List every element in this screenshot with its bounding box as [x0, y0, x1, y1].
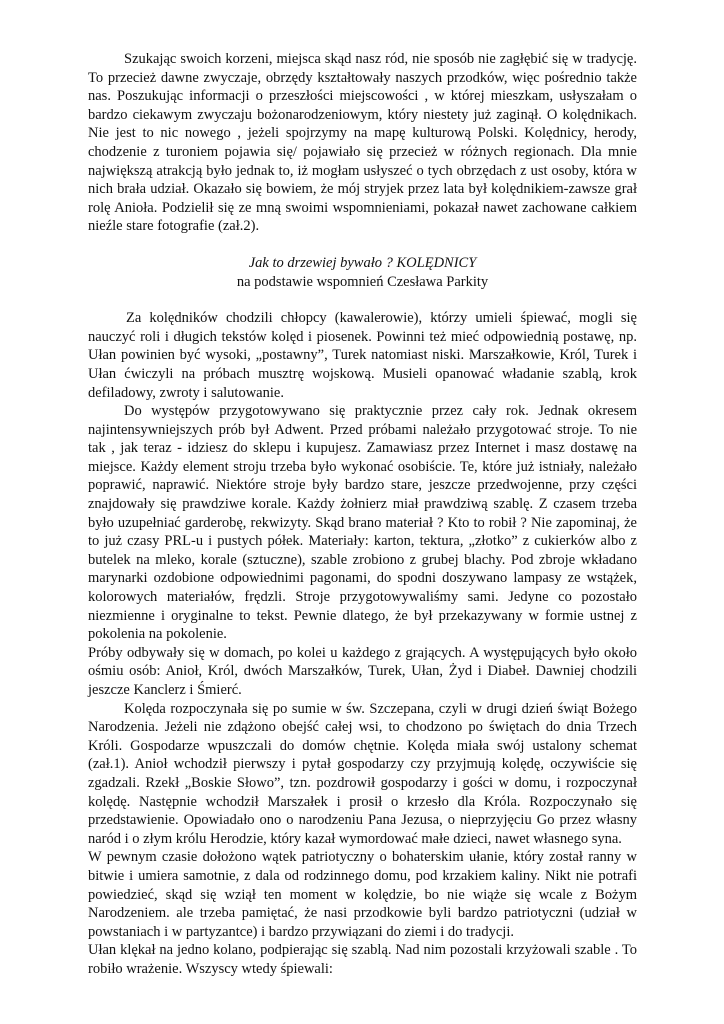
paragraph-ulan-scene: Ułan klękał na jedno kolano, podpierając się szablą. Nad nim pozostali krzyżowali szable . To robiło wrażenie. Wszyscy wtedy śpiewali: — [88, 942, 637, 977]
paragraph-carolers-roles: Za kolędników chodzili chłopcy (kawalerowie), którzy umieli śpiewać, mogli się nauczyć roli i długich tekstów kolęd i piosenek. Powinni też mieć odpowiednią postawę, np. Ułan powinien być wysoki, „postawny”, Turek natomiast niski. Marszałkowie, Król, Turek i Ułan ćwiczyli na próbach musztrę wojskową. Musieli opanować władanie szablą, krok defiladowy, zwroty i salutowanie. — [88, 310, 637, 401]
intro-paragraph: Szukając swoich korzeni, miejsca skąd nasz ród, nie sposób nie zagłębić się w tradycję. To przecież dawne zwyczaje, obrzędy kształtowały naszych przodków, więc pośrednio także nas. Poszukując informacji o przeszłości miejscowości , w której mieszkam, usłyszałam o bardzo ciekawym zwyczaju bożonarodzeniowym, który niestety już zaginął. O kolędnikach. Nie jest to nic nowego , jeżeli spojrzymy na mapę kulturową Polski. Kolędnicy, herody, chodzenie z turoniem pojawia się/ pojawiało się przecież w różnych regionach. Dla mnie największą atrakcją było jednak to, iż mogłam usłyszeć o tych obrzędach z ust osoby, która w nich brała udział. Okazało się bowiem, że mój stryjek przez lata był kolędnikiem-zawsze grał rolę Anioła. Podzielił się ze mną swoimi wspomnieniami, pokazał nawet zachowane całkiem nieźle stare fotografie (zał.2). — [88, 51, 637, 235]
paragraph-carol-start: Kolęda rozpoczynała się po sumie w św. Szczepana, czyli w drugi dzień świąt Bożego Narodzenia. Jeżeli nie zdążono obejść całej wsi, to chodzono po świętach do dnia Trzech Króli. Gospodarze wpuszczali do domów chętnie. Kolęda miała swój ustalony schemat (zał.1). Anioł wchodził pierwszy i pytał gospodarzy czy przyjmują kolędę, oczywiście się zgadzali. Rzekł „Boskie Słowo”, tzn. pozdrowił gospodarzy i gości w domu, i rozpoczynał kolędę. Następnie wchodził Marszałek i prosił o krzesło dla Króla. Rozpoczynało się przedstawienie. Opowiadało ono o narodzeniu Pana Jezusa, o nieprzyjęciu Go przez własny naród i o złym królu Herodzie, który kazał wymordować małe dzieci, nawet własnego syna. — [88, 700, 637, 847]
heading-title: Jak to drzewiej bywało ? KOLĘDNICY — [248, 254, 477, 271]
paragraph-rehearsals: Próby odbywały się w domach, po kolei u każdego z grających. A występujących było około ośmiu osób: Anioł, Król, dwóch Marszałków, Turek, Ułan, Żyd i Diabeł. Dawniej chodzili jeszcze Kanclerz i Śmierć. — [88, 644, 637, 698]
text-column — [88, 50, 637, 979]
section-heading — [88, 254, 637, 291]
paragraph-patriotic-thread: W pewnym czasie dołożono wątek patriotyczny o bohaterskim ułanie, który został ranny w bitwie i umiera samotnie, z dala od rodzinnego domu, pod krzakiem kaliny. Nikt nie potrafi powiedzieć, skąd się wziął ten moment w kolędzie, bo nie wiąże się wcale z Bożym Narodzeniem. ale trzeba pamiętać, że nasi przodkowie byli bardzo patriotyczni (udział w powstaniach i w partyzantce) i bardzo przywiązani do ziemi i do tradycji. — [88, 849, 637, 940]
paragraph-preparations: Do występów przygotowywano się praktycznie przez cały rok. Jednak okresem najintensywniejszych prób był Adwent. Przed próbami należało przygotować stroje. To nie tak , jak teraz - idziesz do sklepu i kupujesz. Zamawiasz przez Internet i masz dostawę na miejsce. Każdy element stroju trzeba było wykonać osobiście. Te, które już istniały, należało poprawić, naprawić. Niektóre stroje były bardzo stare, jeszcze przedwojenne, przy części znajdowały się prawdziwe korale. Każdy żołnierz miał prawdziwą szablę. Z czasem trzeba było uzupełniać garderobę, rekwizyty. Skąd brano materiał ? Kto to robił ? Nie zapominaj, że to już czasy PRL-u i pustych półek. Materiały: karton, tektura, „złotko” z cukierków albo z butelek na mleko, korale (sztuczne), szable zrobiono z grubej blachy. Pod zbroje wkładano marynarki ozdobione odpowiednimi pagonami, do spodni doszywano lampasy ze wstążek, kolorowych materiałów, frędzli. Stroje przygotowywaliśmy sami. Jedyne co pozostało niezmienne i oryginalne to tekst. Pewnie dlatego, że był przekazywany w formie ustnej z pokolenia na pokolenie. — [88, 403, 637, 643]
heading-subtitle: na podstawie wspomnień Czesława Parkity — [236, 273, 489, 290]
